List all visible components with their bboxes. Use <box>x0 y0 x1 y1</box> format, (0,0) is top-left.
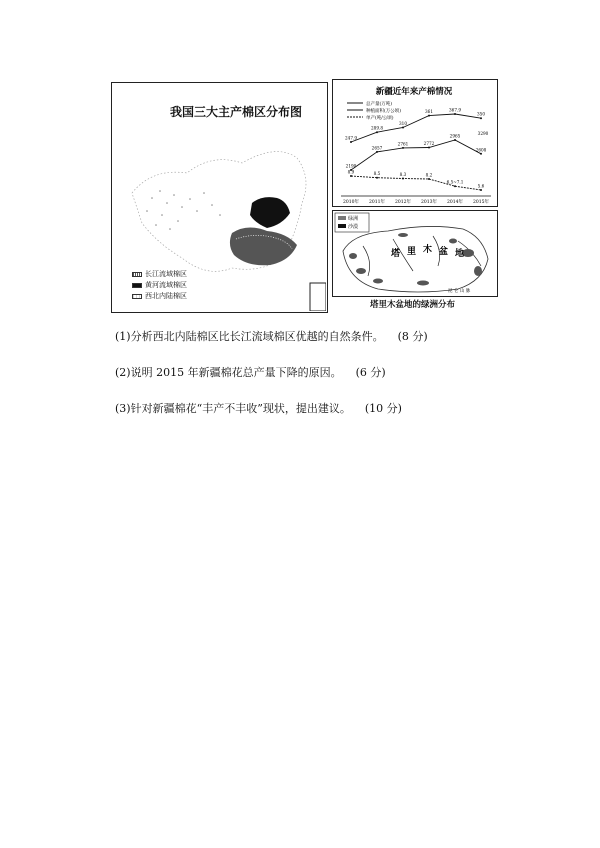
data-point <box>428 178 430 180</box>
basin-outline <box>343 226 488 292</box>
yellow-river-region <box>250 197 290 228</box>
data-label: 2761 <box>397 141 409 147</box>
chart-legend-entry: 单产(吨/公顷) <box>366 116 394 121</box>
data-point <box>350 175 352 177</box>
data-point <box>402 178 404 180</box>
data-point <box>428 115 430 117</box>
x-tick-label: 2010年 <box>343 200 359 205</box>
tarim-basin-panel <box>332 210 498 297</box>
chart-legend <box>347 100 401 121</box>
data-point <box>350 141 352 143</box>
basin-label-char: 盆 <box>439 247 449 257</box>
map-title: 我国三大主产棉区分布图 <box>170 105 303 119</box>
sparse-swatch <box>132 294 142 299</box>
data-label: 2190 <box>345 163 357 169</box>
data-label: 350 <box>477 111 485 117</box>
data-point <box>402 147 404 149</box>
data-label: 8.2 <box>425 172 433 178</box>
data-label: 2772 <box>423 141 435 146</box>
data-label: 8.3 <box>399 172 407 177</box>
yangtze-region <box>230 227 297 265</box>
question-2-text: (2)说明 2015 年新疆棉花总产量下降的原因。 <box>115 366 342 379</box>
data-point <box>376 131 378 133</box>
data-label: 289.8 <box>371 125 383 131</box>
data-point <box>376 151 378 153</box>
tarim-basin-map <box>333 211 496 295</box>
xinjiang-cotton-chart <box>333 80 496 205</box>
x-tick-label: 2013年 <box>421 200 437 205</box>
chart-legend-entry: 总产量(万吨) <box>366 102 393 107</box>
x-tick-label: 2015年 <box>473 200 489 205</box>
data-label: 247.9 <box>345 135 357 141</box>
data-point <box>402 127 404 129</box>
basin-label-char: 塔 <box>391 249 401 259</box>
data-label: 310 <box>399 121 407 126</box>
data-label: 2657 <box>371 145 383 151</box>
basin-caption: 塔里木盆地的绿洲分布 <box>370 300 456 310</box>
basin-label-char: 木 <box>423 245 433 255</box>
data-label: 8.9 <box>347 169 355 175</box>
question-2 <box>115 364 386 380</box>
dotted-swatch <box>132 272 142 277</box>
series-line-1 <box>351 140 481 170</box>
basin-label-char: 地 <box>455 249 465 259</box>
question-3-text: (3)针对新疆棉花“丰产不丰收”现状，提出建议。 <box>115 402 351 415</box>
chart-x-axis <box>341 196 491 205</box>
question-3 <box>115 400 402 416</box>
map-legend-northwest: 西北内陆棉区 <box>132 291 187 301</box>
data-label: 361 <box>425 109 433 115</box>
map-legend-yangtze: 长江流域棉区 <box>132 269 187 279</box>
northwest-region <box>146 190 221 230</box>
mountain-label: 昆 仑 山 脉 <box>448 289 471 294</box>
data-point <box>454 113 456 115</box>
question-2-points: (6 分) <box>355 366 386 379</box>
basin-legend-desert: 沙漠 <box>348 224 359 230</box>
data-point <box>480 189 482 191</box>
data-point <box>376 177 378 179</box>
solid-swatch <box>132 283 142 288</box>
cotton-region-map <box>111 82 328 313</box>
data-label: 6.5~7.1 <box>446 179 464 185</box>
question-1-text: (1)分析西北内陆棉区比长江流域棉区优越的自然条件。 <box>115 330 384 343</box>
x-tick-label: 2011年 <box>369 200 385 205</box>
x-tick-label: 2012年 <box>395 200 411 205</box>
basin-label-char: 里 <box>407 247 417 257</box>
map-legend-yellow-river: 黄河流域棉区 <box>132 280 187 290</box>
data-label: 2965 <box>449 133 461 139</box>
data-label: 367.9 <box>449 107 461 113</box>
data-label: 5.6 <box>477 183 485 189</box>
data-label-extra: 3290 <box>477 131 489 136</box>
data-point <box>480 153 482 155</box>
chart-legend-entry: 种植面积(万公顷) <box>366 109 402 114</box>
data-label: 8.5 <box>373 171 381 177</box>
data-point <box>454 185 456 187</box>
data-point <box>454 139 456 141</box>
basin-legend-oasis: 绿洲 <box>348 216 359 222</box>
question-1-points: (8 分) <box>397 330 428 343</box>
xinjiang-cotton-chart-panel <box>332 79 498 207</box>
question-1 <box>115 328 428 344</box>
oasis-swatch <box>338 216 346 220</box>
desert-swatch <box>338 224 346 228</box>
question-3-points: (10 分) <box>364 402 402 415</box>
data-point <box>428 147 430 149</box>
south-sea-inset <box>310 283 326 311</box>
data-point <box>480 117 482 119</box>
x-tick-label: 2014年 <box>447 200 463 205</box>
data-label: 2608 <box>475 147 487 153</box>
chart-title: 新疆近年来产棉情况 <box>375 87 453 97</box>
